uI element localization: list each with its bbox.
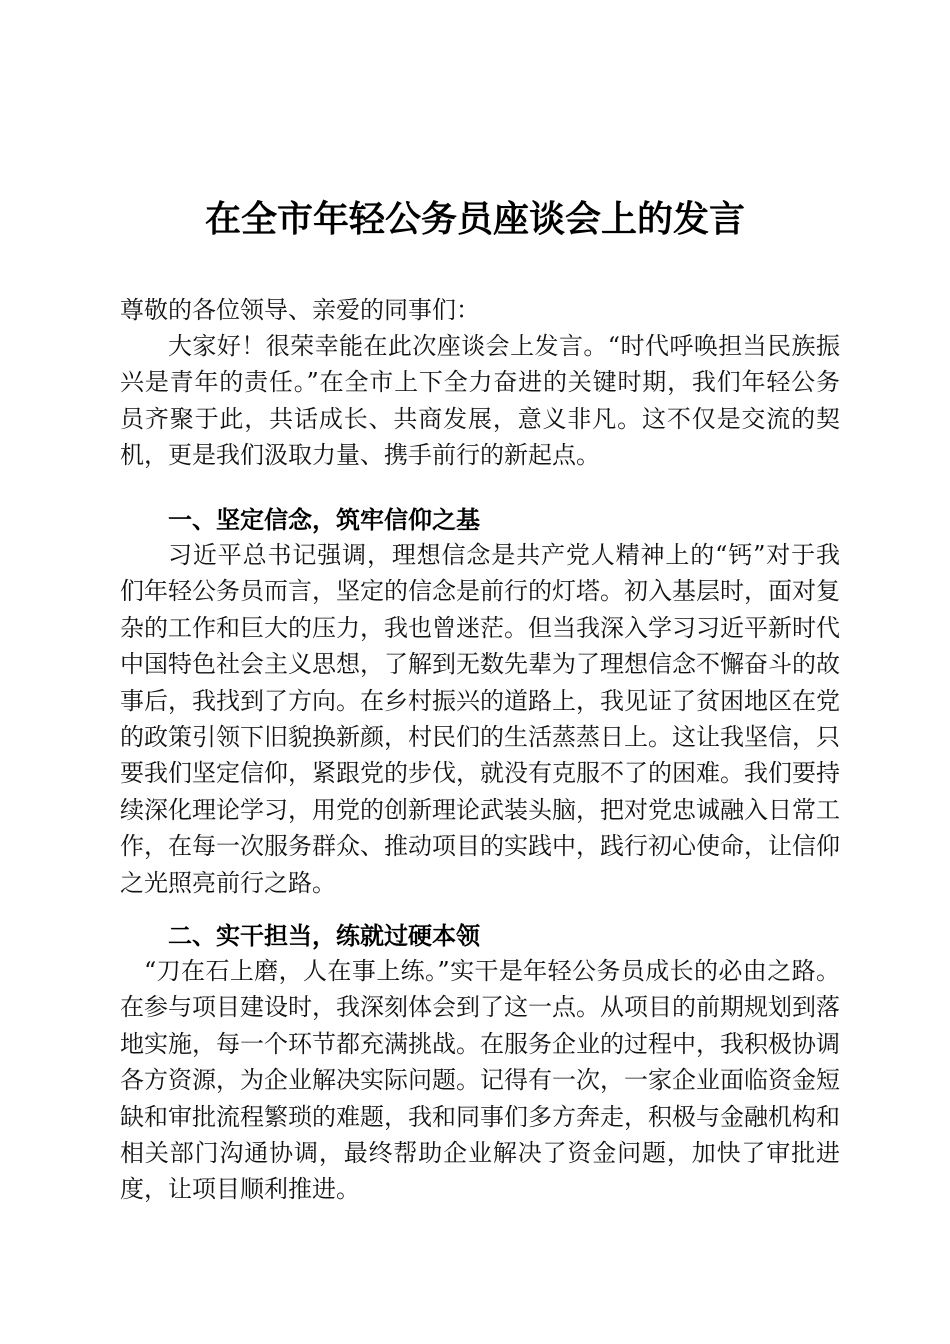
section-heading-2: 二、实干担当，练就过硬本领 (168, 922, 480, 950)
section-body-1: 习近平总书记强调，理想信念是共产党人精神上的“钙”对于我们年轻公务员而言，坚定的信念是前行的灯塔。初入基层时，面对复杂的工作和巨大的压力，我也曾迷茫。但当我深入学习习近平新时代中国特色社会主义思想，了解到无数先辈为了理想信念不懈奋斗的故事后，我找到了方向。在乡村振兴的道路上，我见证了贫困地区在党的政策引领下旧貌换新颜，村民们的生活蒸蒸日上。这让我坚信，只要我们坚定信仰，紧跟党的步伐，就没有克服不了的困难。我们要持续深化理论学习，用党的创新理论武装头脑，把对党忠诚融入日常工作，在每一次服务群众、推动项目的实践中，践行初心使命，让信仰之光照亮前行之路。 (120, 541, 840, 897)
intro-paragraph: 大家好！很荣幸能在此次座谈会上发言。“时代呼唤担当民族振兴是青年的责任。”在全市上下全力奋进的关键时期，我们年轻公务员齐聚于此，共话成长、共商发展，意义非凡。这不仅是交流的契机，更是我们汲取力量、携手前行的新起点。 (120, 332, 840, 470)
page-title: 在全市年轻公务员座谈会上的发言 (204, 199, 745, 240)
section-body-2: “刀在石上磨，人在事上练。”实干是年轻公务员成长的必由之路。在参与项目建设时，我深刻体会到了这一点。从项目的前期规划到落地实施，每一个环节都充满挑战。在服务企业的过程中，我积极协调各方资源，为企业解决实际问题。记得有一次，一家企业面临资金短缺和审批流程繁琐的难题，我和同事们多方奔走，积极与金融机构和相关部门沟通协调，最终帮助企业解决了资金问题，加快了审批进度，让项目顺利推进。 (120, 957, 840, 1204)
salutation: 尊敬的各位领导、亲爱的同事们： (120, 296, 480, 324)
section-heading-1: 一、坚定信念，筑牢信仰之基 (168, 506, 480, 534)
